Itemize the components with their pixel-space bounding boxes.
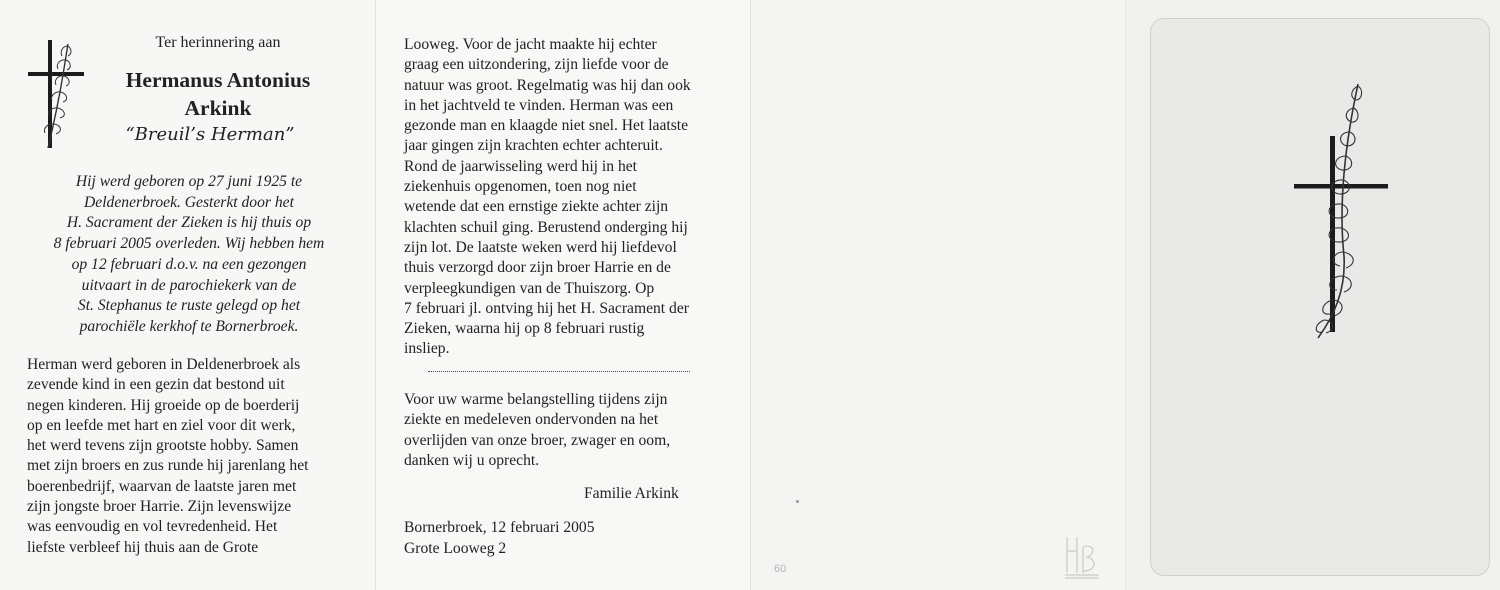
body-line: zijn jongste broer Harrie. Zijn levenswijze	[27, 498, 292, 516]
place-and-address	[404, 517, 595, 559]
cross-with-palm-icon	[1286, 80, 1396, 342]
dotted-divider	[428, 371, 690, 372]
body-line: wetende dat een ernstige ziekte achter zijn	[404, 198, 669, 216]
nickname: “Breuil’s Herman”	[125, 124, 295, 145]
body-line: graag een uitzondering, zijn liefde voor de	[404, 56, 669, 74]
cross-with-palm-icon	[24, 38, 90, 154]
body-line: zijn lot. De laatste weken werd hij liefdevol	[404, 238, 677, 256]
summary-line: parochiële kerkhof te Bornerbroek.	[79, 317, 299, 335]
intro-text: Ter herinnering aan	[155, 34, 281, 51]
biography-text-part-1	[27, 355, 344, 558]
body-line: Herman werd geboren in Deldenerbroek als	[27, 356, 301, 373]
body-line: Rond de jaarwisseling werd hij in het	[404, 157, 637, 175]
summary-line: op 12 februari d.o.v. na een gezongen	[71, 255, 307, 273]
body-line: insliep.	[404, 340, 450, 358]
body-line: in het jachtveld te vinden. Herman was een	[404, 96, 674, 114]
summary-line: uitvaart in de parochiekerk van de	[81, 276, 297, 294]
body-line: op en leefde met hart en ziel voor dit werk,	[27, 416, 296, 434]
summary-line: St. Stephanus te ruste gelegd op het	[77, 297, 301, 315]
thanks-text	[404, 390, 724, 471]
address: Grote Looweg 2	[404, 540, 507, 557]
body-line: met zijn broers en zus runde hij jarenlang het	[27, 457, 309, 475]
deceased-name	[96, 66, 340, 122]
body-line: klachten schuil ging. Berustend onderging hij	[404, 218, 688, 236]
name-line-2: Arkink	[184, 96, 252, 120]
body-line: was eenvoudig en vol tevredenheid. Het	[27, 518, 278, 536]
summary-line: Hij werd geboren op 27 juni 1925 te	[75, 173, 303, 190]
body-line: Zieken, waarna hij op 8 februari rustig	[404, 320, 645, 338]
summary-line: Deldenerbroek. Gesterkt door het	[84, 193, 294, 211]
summary-line: H. Sacrament der Zieken is hij thuis op	[66, 214, 312, 232]
body-line: negen kinderen. Hij groeide op de boerderij	[27, 396, 300, 414]
thanks-line: ziekte en medeleven ondervonden na het	[404, 411, 659, 429]
body-line: natuur was groot. Regelmatig was hij dan ook	[404, 76, 691, 94]
name-line-1: Hermanus Antonius	[125, 68, 311, 92]
body-line: ziekenhuis opgenomen, toen nog niet	[404, 178, 637, 196]
body-line: thuis verzorgd door zijn broer Harrie en de	[404, 259, 671, 277]
panel-back-blank	[750, 0, 1125, 590]
body-line: verpleegkundigen van de Thuiszorg. Op	[404, 279, 655, 297]
family-signature: Familie Arkink	[584, 485, 679, 502]
body-line: 7 februari jl. ontving hij het H. Sacrament der	[404, 299, 689, 317]
birth-death-summary	[30, 172, 348, 338]
body-line: het werd tevens zijn grootste hobby. Samen	[27, 437, 299, 455]
thanks-line: overlijden van onze broer, zwager en oom,	[404, 431, 671, 449]
panel-front-cover	[1125, 0, 1500, 590]
thanks-line: Voor uw warme belangstelling tijdens zijn	[404, 391, 668, 408]
page-number: 60	[774, 563, 787, 575]
printer-logo-icon	[1061, 533, 1103, 581]
biography-text-part-2	[404, 35, 724, 360]
body-line: boerenbedrijf, waarvan de laatste jaren met	[27, 477, 297, 495]
thanks-line: danken wij u oprecht.	[404, 451, 540, 469]
panel-left	[0, 0, 375, 590]
place-date: Bornerbroek, 12 februari 2005	[404, 519, 595, 536]
summary-line: 8 februari 2005 overleden. Wij hebben hem	[53, 235, 325, 253]
body-line: zevende kind in een gezin dat bestond uit	[27, 376, 285, 394]
cover-card	[1150, 18, 1490, 576]
body-line: jaar gingen zijn krachten echter achteruit.	[404, 137, 663, 155]
body-line: liefste verbleef hij thuis aan de Grote	[27, 538, 259, 556]
body-line: Looweg. Voor de jacht maakte hij echter	[404, 36, 657, 53]
paper-speck	[796, 500, 799, 503]
body-line: gezonde man en klaagde niet snel. Het laatste	[404, 117, 689, 135]
panel-middle	[375, 0, 750, 590]
